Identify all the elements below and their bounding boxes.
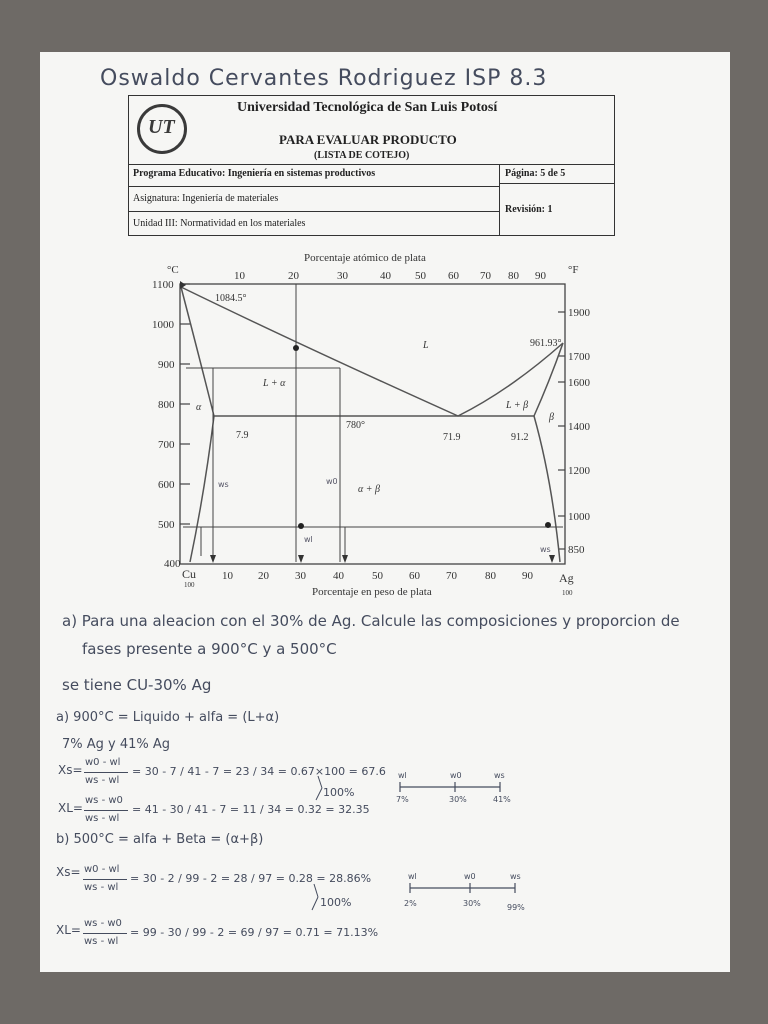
svg-text:L: L: [423, 340, 429, 351]
part-b-xl-result: = 99 - 30 / 99 - 2 = 69 / 97 = 0.71 = 71.13%: [130, 926, 379, 939]
ag-sublabel: 100: [562, 589, 573, 597]
revision-field: Revisión: 1: [505, 204, 553, 215]
svg-text:10: 10: [222, 570, 233, 582]
svg-text:w0: w0: [326, 477, 338, 486]
svg-text:1000: 1000: [568, 511, 590, 523]
svg-text:w0: w0: [464, 872, 476, 881]
svg-text:w0: w0: [450, 771, 462, 780]
svg-text:1700: 1700: [568, 351, 590, 363]
svg-text:L + β: L + β: [506, 400, 529, 411]
svg-text:60: 60: [409, 570, 420, 582]
svg-text:α: α: [196, 402, 202, 413]
svg-text:L + α: L + α: [263, 378, 286, 389]
svg-text:1000: 1000: [152, 319, 174, 331]
svg-text:wl: wl: [408, 872, 417, 881]
svg-text:30: 30: [295, 570, 306, 582]
svg-text:50: 50: [372, 570, 383, 582]
svg-text:90: 90: [535, 270, 546, 282]
page-field: Página: 5 de 5: [505, 168, 566, 179]
svg-text:600: 600: [158, 479, 175, 491]
part-a-compositions: 7% Ag y 41% Ag: [62, 737, 171, 752]
ag-label: Ag: [559, 571, 574, 585]
svg-text:500: 500: [158, 519, 175, 531]
svg-text:1200: 1200: [568, 465, 590, 477]
cu-sublabel: 100: [184, 581, 195, 589]
part-b-xs-result: = 30 - 2 / 99 - 2 = 28 / 97 = 0.28 = 28.86%: [130, 872, 372, 885]
svg-text:ws: ws: [540, 545, 551, 554]
svg-text:91.2: 91.2: [511, 432, 529, 443]
part-a-xl-numerator: ws - w0: [85, 795, 123, 806]
part-b-xs-numerator: w0 - wl: [84, 864, 120, 875]
svg-text:99%: 99%: [507, 903, 525, 912]
part-a-xs-result: = 30 - 7 / 41 - 7 = 23 / 34 = 0.67×100 = 67.6: [132, 765, 386, 778]
left-unit-label: °C: [167, 264, 179, 276]
svg-text:10: 10: [234, 270, 245, 282]
svg-text:41%: 41%: [493, 795, 511, 804]
svg-text:780°: 780°: [346, 420, 365, 431]
svg-text:71.9: 71.9: [443, 432, 461, 443]
part-a-xl-result: = 41 - 30 / 41 - 7 = 11 / 34 = 0.32 = 32.35: [132, 803, 370, 816]
svg-text:40: 40: [380, 270, 391, 282]
svg-text:700: 700: [158, 439, 175, 451]
part-b-xs-denominator: ws - wl: [84, 882, 119, 893]
part-b-xl-denominator: ws - wl: [84, 936, 119, 947]
svg-text:900: 900: [158, 359, 175, 371]
part-b-total: 100%: [320, 896, 352, 909]
svg-text:7.9: 7.9: [236, 430, 249, 441]
svg-text:80: 80: [508, 270, 519, 282]
part-b-xl-numerator: ws - w0: [84, 918, 122, 929]
part-a-xl-label: XL=: [58, 801, 83, 815]
svg-text:7%: 7%: [396, 795, 409, 804]
author-name: Oswaldo Cervantes Rodriguez ISP 8.3: [100, 66, 548, 91]
part-a-xs-denominator: ws - wl: [85, 775, 120, 786]
university-name: Universidad Tecnológica de San Luis Potosí: [237, 100, 498, 115]
svg-text:800: 800: [158, 399, 175, 411]
svg-text:70: 70: [446, 570, 457, 582]
unit-field: Unidad III: Normatividad en los materiales: [133, 218, 306, 229]
svg-text:961.93°: 961.93°: [530, 338, 562, 349]
problem-statement: fases presente a 900°C y a 500°C: [82, 640, 337, 658]
part-a-xs-numerator: w0 - wl: [85, 757, 121, 768]
program-field: Programa Educativo: Ingeniería en sistemas productivos: [133, 168, 376, 179]
form-subtitle: (LISTA DE COTEJO): [314, 150, 410, 161]
svg-text:1900: 1900: [568, 307, 590, 319]
svg-text:50: 50: [415, 270, 426, 282]
svg-text:400: 400: [164, 558, 181, 570]
svg-text:30: 30: [337, 270, 348, 282]
form-title: PARA EVALUAR PRODUCTO: [279, 132, 457, 147]
part-b-xs-label: Xs=: [56, 865, 81, 879]
part-b-header: b) 500°C = alfa + Beta = (α+β): [56, 832, 264, 847]
svg-text:wl: wl: [398, 771, 407, 780]
subject-field: Asignatura: Ingeniería de materiales: [133, 193, 279, 204]
svg-text:30%: 30%: [449, 795, 467, 804]
svg-text:90: 90: [522, 570, 533, 582]
svg-text:20: 20: [258, 570, 269, 582]
bottom-axis-title: Porcentaje en peso de plata: [312, 586, 432, 598]
alloy-given: se tiene CU-30% Ag: [62, 676, 212, 694]
svg-text:80: 80: [485, 570, 496, 582]
svg-text:1084.5°: 1084.5°: [215, 293, 247, 304]
svg-text:1400: 1400: [568, 421, 590, 433]
svg-text:ws: ws: [510, 872, 521, 881]
right-unit-label: °F: [568, 264, 579, 276]
cu-label: Cu: [182, 567, 197, 581]
svg-text:ws: ws: [218, 480, 229, 489]
svg-text:ws: ws: [494, 771, 505, 780]
svg-text:60: 60: [448, 270, 459, 282]
svg-text:1600: 1600: [568, 377, 590, 389]
svg-text:2%: 2%: [404, 899, 417, 908]
svg-text:20: 20: [288, 270, 299, 282]
svg-text:β: β: [549, 412, 554, 423]
part-a-total: 100%: [323, 786, 355, 799]
part-a-xs-label: Xs=: [58, 763, 83, 777]
svg-text:40: 40: [333, 570, 344, 582]
part-a-xl-denominator: ws - wl: [85, 813, 120, 824]
top-axis-title: Porcentaje atómico de plata: [304, 252, 426, 264]
logo-text: UT: [148, 116, 175, 138]
svg-text:30%: 30%: [463, 899, 481, 908]
svg-text:850: 850: [568, 544, 585, 556]
svg-text:70: 70: [480, 270, 491, 282]
svg-text:wl: wl: [304, 535, 313, 544]
svg-text:1100: 1100: [152, 279, 174, 291]
svg-text:α + β: α + β: [358, 484, 380, 495]
problem-statement: a) Para una aleacion con el 30% de Ag. Calcule las composiciones y proporcion de: [62, 612, 680, 630]
part-a-header: a) 900°C = Liquido + alfa = (L+α): [56, 710, 280, 725]
part-b-xl-label: XL=: [56, 923, 81, 937]
